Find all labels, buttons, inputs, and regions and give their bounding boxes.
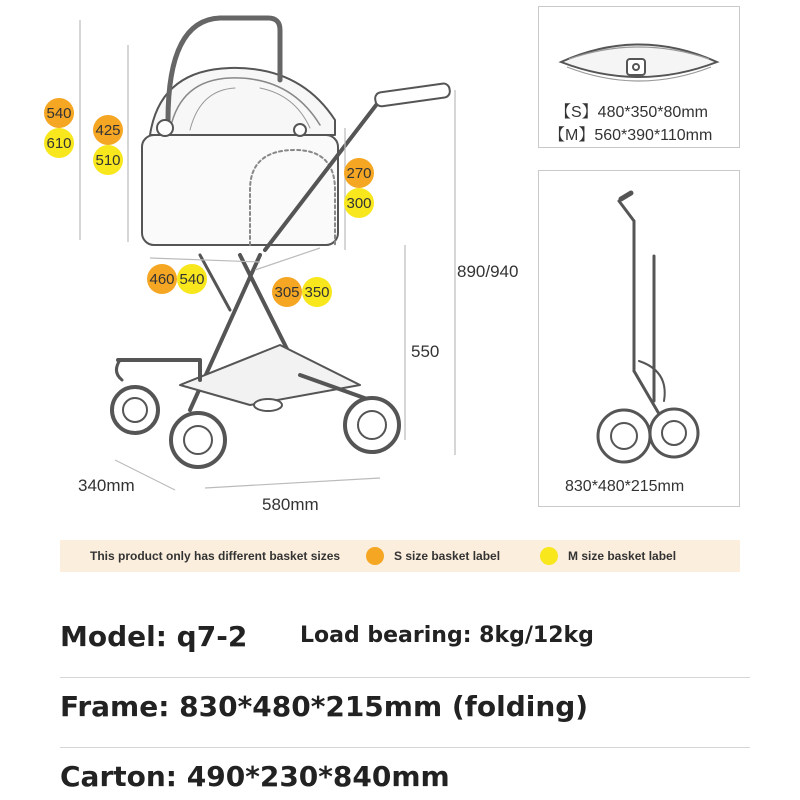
basket-width2-m-badge: 350 — [302, 277, 332, 307]
folded-basket-illustration — [539, 7, 739, 97]
s-size-dot — [366, 547, 384, 565]
divider — [60, 677, 750, 678]
seat-height-label: 550 — [411, 342, 440, 361]
model-spec: Model: q7-2 — [60, 620, 248, 653]
load-bearing-spec: Load bearing: 8kg/12kg — [300, 623, 594, 648]
basket-m-size: 【M】560*390*110mm — [549, 127, 713, 144]
stroller-illustration — [0, 0, 540, 520]
folded-size-label: 830*480*215mm — [565, 478, 685, 495]
legend-note: This product only has different basket sizes — [90, 549, 341, 563]
m-size-dot — [540, 547, 558, 565]
basket-folded-panel — [538, 6, 740, 148]
height-s-badge: 540 — [44, 98, 74, 128]
basket-s-size: 【S】480*350*80mm — [555, 104, 708, 121]
basket-width2-s-badge: 305 — [272, 277, 302, 307]
legend-m-label: M size basket label — [568, 549, 677, 563]
basket-depth-s-badge: 270 — [344, 158, 374, 188]
basket-height-s-badge: 425 — [93, 115, 123, 145]
folded-stroller-illustration — [539, 171, 739, 471]
divider — [60, 747, 750, 748]
basket-height-m-badge: 510 — [93, 145, 123, 175]
total-height-label: 890/940 — [457, 262, 519, 281]
frame-spec: Frame: 830*480*215mm (folding) — [60, 690, 589, 723]
height-m-badge: 610 — [44, 128, 74, 158]
wheel-width-label: 340mm — [78, 476, 135, 495]
size-legend-bar — [60, 540, 740, 572]
carton-spec: Carton: 490*230*840mm — [60, 760, 450, 793]
basket-width-m-badge: 540 — [177, 264, 207, 294]
legend-s-label: S size basket label — [394, 549, 501, 563]
basket-width-s-badge: 460 — [147, 264, 177, 294]
wheelbase-label: 580mm — [262, 495, 319, 514]
folded-stroller-panel — [538, 170, 740, 507]
basket-depth-m-badge: 300 — [344, 188, 374, 218]
